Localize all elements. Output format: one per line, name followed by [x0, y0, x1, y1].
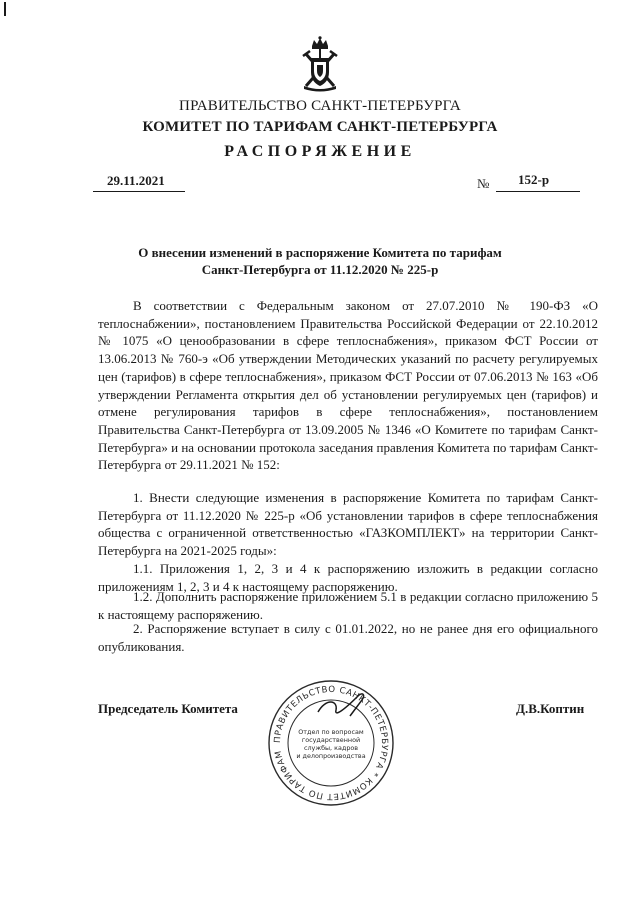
number-underline [496, 191, 580, 192]
coat-of-arms-emblem [298, 36, 342, 92]
signatory-name: Д.В.Коптин [516, 701, 585, 716]
preamble-paragraph: В соответствии с Федеральным законом от 27.07.2010 № 190-ФЗ «О теплоснабжении», постановлением Правительства Российской Федерации от 22.10.2012 № 1075 «О ценообразовании в сфере теплоснабжения», приказом ФСТ России от 13.06.2013 № 760-э «Об утверждении Методических указаний по расчету регулируемых цен (тарифов) в сфере теплоснабжения», приказом ФСТ России от 07.06.2013 № 163 «Об утверждении Регламента открытия дел об установлении регулируемых цен (тарифов) и отмене регулирования тарифов в сфере теплоснабжения», постановлением Правительства Санкт-Петербурга от 13.09.2005 № 1346 «О Комитете по тарифам Санкт-Петербурга» и на основании протокола заседания правления Комитета по тарифам Санкт-Петербурга от 29.11.2021 № 152: [98, 298, 598, 473]
subject-line-2: Санкт-Петербурга от 11.12.2020 № 225-р [201, 262, 439, 277]
scan-edge-mark [4, 2, 6, 16]
document-date: 29.11.2021 [107, 173, 165, 188]
committee-title: КОМИТЕТ ПО ТАРИФАМ САНКТ-ПЕТЕРБУРГА [142, 119, 498, 135]
item-2-paragraph: 2. Распоряжение вступает в силу с 01.01.2022, но не ранее дня его официального опубликования. [98, 621, 598, 654]
seal-ring-text: ПРАВИТЕЛЬСТВО САНКТ-ПЕТЕРБУРГА * КОМИТЕТ ПО ТАРИФАМ [272, 684, 390, 802]
document-number: 152-р [518, 172, 550, 187]
subject-line-1: О внесении изменений в распоряжение Комитета по тарифам [138, 245, 502, 260]
signatory-title: Председатель Комитета [98, 701, 238, 716]
seal-center-line-1: Отдел по вопросам [298, 728, 364, 736]
handwritten-signature [318, 694, 364, 716]
seal-center-line-4: и делопроизводства [296, 752, 366, 760]
number-sign: № [477, 176, 490, 191]
government-title: ПРАВИТЕЛЬСТВО САНКТ-ПЕТЕРБУРГА [179, 98, 461, 114]
official-seal-stamp [266, 678, 396, 808]
item-1-paragraph: 1. Внести следующие изменения в распоряжение Комитета по тарифам Санкт-Петербурга от 11.12.2020 № 225-р «Об установлении тарифов в сфере теплоснабжения общества с ограниченной ответственностью «ГАЗКОМПЛЕКТ» на территории Санкт-Петербурга на 2021-2025 годы»: [98, 490, 598, 559]
document-type: РАСПОРЯЖЕНИЕ [224, 143, 416, 160]
date-underline [93, 191, 185, 192]
item-1-1-paragraph: 1.1. Приложения 1, 2, 3 и 4 к распоряжению изложить в редакции согласно приложениям 1, 2, 3 и 4 к настоящему распоряжению. [98, 561, 598, 594]
seal-center-line-2: государственной [301, 736, 361, 744]
item-1-2-paragraph: 1.2. Дополнить распоряжение приложением 5.1 в редакции согласно приложению 5 к настоящему распоряжению. [98, 589, 598, 622]
seal-center-line-3: службы, кадров [303, 744, 359, 752]
